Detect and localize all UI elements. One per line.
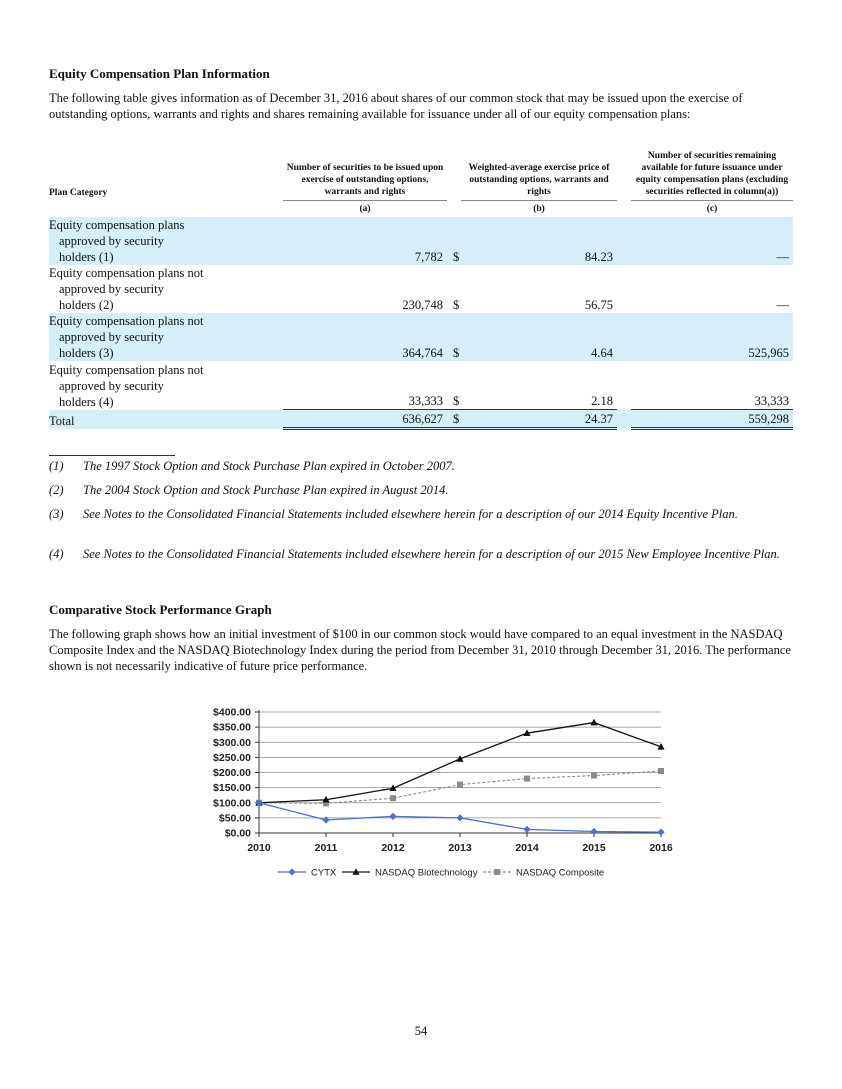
data-point-cytx: [456, 814, 463, 821]
row-category-line: Equity compensation plans not: [49, 362, 204, 377]
letter-a: (a): [359, 204, 371, 214]
footnote-text: The 1997 Stock Option and Stock Purchase Plan expired in October 2007.: [83, 459, 455, 473]
total-securities-issued: 636,627: [283, 410, 447, 429]
cell-weighted-price: 84.23: [461, 217, 617, 265]
row-category-line: approved by security: [59, 234, 164, 248]
data-point-cytx: [523, 826, 530, 833]
data-point-cytx: [322, 816, 329, 823]
cell-remaining: 525,965: [631, 313, 793, 361]
x-tick-label: 2013: [448, 842, 472, 854]
footnote: [49, 506, 789, 538]
y-tick-label: $350.00: [213, 721, 251, 734]
table-header-row: [49, 150, 793, 201]
cell-remaining: —: [631, 217, 793, 265]
y-axis-tick-labels: [213, 707, 251, 840]
header-col-a: Number of securities to be issued upon exercise of outstanding options, warrants and rights: [283, 150, 447, 201]
section-heading-performance: Comparative Stock Performance Graph: [49, 602, 272, 617]
cell-securities-issued: 364,764: [283, 313, 447, 361]
y-tick-label: $150.00: [213, 782, 251, 795]
legend-item-cytx: [278, 868, 337, 879]
y-tick-label: $0.00: [224, 827, 251, 840]
data-point-cytx: [590, 828, 597, 835]
equity-intro-paragraph: The following table gives information as of December 31, 2016 about shares of our common stock that may be issued upon the exercise of outstanding options, warrants and rights and shares remaining available for issuance under all of our equity compensation plans:: [49, 91, 743, 121]
footnote-number: (2): [49, 483, 64, 497]
footnote-number: (1): [49, 459, 64, 473]
chart-gridlines: [259, 712, 661, 818]
row-category-line: holders (2): [59, 298, 114, 312]
y-tick-label: $200.00: [213, 767, 251, 779]
section-heading-equity: Equity Compensation Plan Information: [49, 66, 270, 81]
y-tick-label: $300.00: [213, 736, 251, 749]
footnote-number: (3): [49, 507, 64, 521]
footnote: [49, 546, 789, 578]
data-point-cytx: [657, 828, 664, 835]
row-category-line: Equity compensation plans not: [49, 314, 204, 328]
row-category-line: holders (4): [59, 394, 114, 409]
series-line-nasdaq-biotechnology: [259, 723, 661, 803]
total-currency: $: [447, 410, 461, 429]
equity-compensation-table: [49, 150, 793, 430]
cell-currency: $: [453, 298, 460, 312]
cell-remaining: 33,333: [754, 394, 789, 408]
data-point-nasdaq-composite: [524, 776, 530, 782]
letter-c: (c): [706, 204, 718, 214]
cell-weighted-price: 2.18: [591, 394, 613, 408]
chart-legend: [278, 868, 604, 879]
y-tick-label: $250.00: [213, 751, 251, 764]
cell-remaining: —: [776, 298, 789, 312]
footnote-text: See Notes to the Consolidated Financial Statements included elsewhere herein for a description of our 2014 Equity Incentive Plan.: [83, 507, 738, 521]
x-tick-label: 2015: [582, 842, 606, 854]
series-cytx: [255, 799, 664, 836]
legend-item-nasdaq-composite: [483, 868, 604, 879]
table-total-row: [49, 410, 793, 429]
header-col-c: Number of securities remaining available for future issuance under equity compensation plans (excluding securities reflected in column(a)): [631, 150, 793, 201]
row-category-line: holders (1): [59, 250, 114, 264]
row-category-line: approved by security: [59, 330, 164, 344]
footnote-number: (4): [49, 547, 64, 561]
data-point-nasdaq-biotechnology: [590, 719, 597, 726]
table-letters-row: [49, 201, 793, 218]
footnote: [49, 482, 789, 498]
total-label: Total: [49, 410, 283, 429]
data-point-cytx: [389, 813, 396, 820]
footnote: [49, 458, 789, 474]
footnote-text: The 2004 Stock Option and Stock Purchase Plan expired in August 2014.: [83, 483, 449, 497]
cell-weighted-price: 4.64: [461, 313, 617, 361]
cell-securities-issued: 33,333: [408, 394, 443, 408]
table-row: [49, 265, 793, 313]
cell-currency: $: [447, 217, 461, 265]
cell-currency: $: [447, 313, 461, 361]
cell-securities-issued: 7,782: [283, 217, 447, 265]
table-row: [49, 217, 793, 265]
footnote-divider: [49, 455, 175, 456]
legend-marker-nasdaq-composite: [494, 869, 500, 875]
header-plan-category: Plan Category: [49, 187, 108, 198]
y-tick-label: $400.00: [213, 706, 251, 719]
legend-item-nasdaq-biotechnology: [342, 868, 478, 879]
row-category-line: Equity compensation plans: [49, 218, 185, 232]
table-row: [49, 361, 793, 410]
data-point-nasdaq-composite: [658, 768, 664, 774]
total-weighted-price: 24.37: [461, 410, 617, 429]
cell-weighted-price: 56.75: [584, 298, 613, 312]
letter-b: (b): [533, 204, 545, 214]
total-remaining: 559,298: [631, 410, 793, 429]
row-category-line: approved by security: [59, 282, 164, 296]
footnote-text: See Notes to the Consolidated Financial Statements included elsewhere herein for a description of our 2015 New Employee Incentive Plan.: [83, 547, 780, 561]
x-tick-label: 2014: [515, 842, 539, 854]
header-col-b: Weighted-average exercise price of outstanding options, warrants and rights: [461, 150, 617, 201]
data-point-nasdaq-composite: [390, 795, 396, 801]
cell-currency: $: [453, 394, 460, 408]
legend-marker-cytx: [288, 868, 295, 875]
y-tick-label: $100.00: [213, 797, 251, 810]
page-number: 54: [414, 1024, 428, 1038]
x-tick-label: 2012: [381, 842, 405, 854]
legend-label-cytx: CYTX: [311, 867, 337, 879]
x-axis-tick-labels: [247, 842, 673, 854]
performance-intro-paragraph: The following graph shows how an initial investment of $100 in our common stock would have compared to an equal investment in the NASDAQ Composite Index and the NASDAQ Biotechnology Index during the period from December 31, 2010 through December 31, 2016. The performance shown is not necessarily indicative of future price performance.: [49, 627, 791, 673]
legend-label-nasdaq-biotechnology: NASDAQ Biotechnology: [375, 867, 478, 879]
x-tick-label: 2016: [649, 842, 673, 854]
table-row: [49, 313, 793, 361]
x-tick-label: 2011: [314, 842, 338, 854]
y-tick-label: $50.00: [218, 812, 251, 825]
x-tick-label: 2010: [247, 842, 271, 854]
row-category-line: Equity compensation plans not: [49, 266, 204, 280]
cell-securities-issued: 230,748: [402, 298, 443, 312]
row-category-line: holders (3): [59, 346, 114, 360]
row-category-line: approved by security: [59, 378, 164, 393]
data-point-nasdaq-composite: [591, 773, 597, 779]
data-point-nasdaq-composite: [457, 782, 463, 788]
performance-line-chart: [190, 700, 690, 890]
legend-label-nasdaq-composite: NASDAQ Composite: [516, 867, 605, 879]
series-nasdaq-biotechnology: [255, 719, 664, 806]
